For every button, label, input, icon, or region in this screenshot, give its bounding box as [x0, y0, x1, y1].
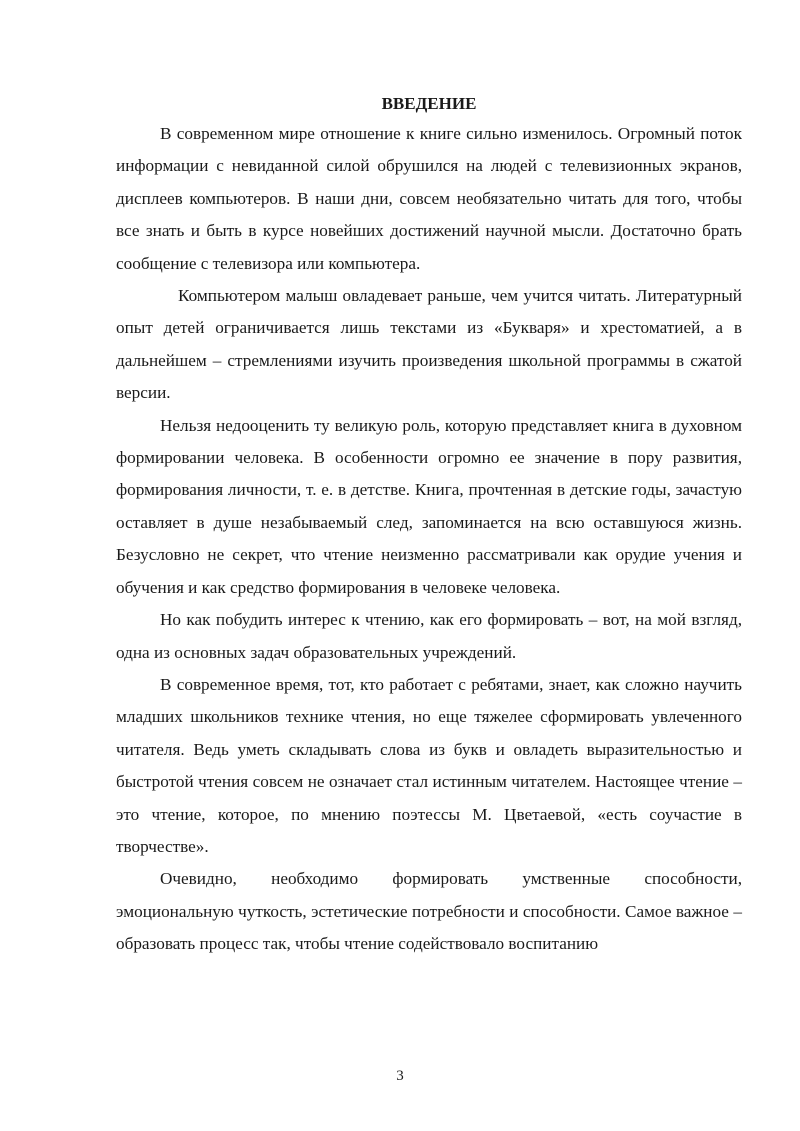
paragraph-4: Но как побудить интерес к чтению, как его формировать – вот, на мой взгляд, одна из основных задач образовательных учреждений. — [116, 610, 742, 662]
paragraph-3: Нельзя недооценить ту великую роль, которую представляет книга в духовном формировании человека. В особенности огромно ее значение в пору развития, формирования личности, т. е. в детстве. Книга, прочтенная в детские годы, зачастую оставляет в душе незабываемый след, запоминается на всю оставшуюся жизнь. Безусловно не секрет, что чтение неизменно рассматривали как орудие учения и обучения и как средство формирования в человеке человека. — [116, 415, 742, 597]
paragraph-2: Компьютером малыш овладевает раньше, чем учится читать. Литературный опыт детей ограничивается лишь текстами из «Букваря» и хрестоматией, а в дальнейшем – стремлениями изучить произведения школьной программы в сжатой версии. — [116, 286, 742, 403]
section-title: ВВЕДЕНИЕ — [381, 94, 477, 113]
page-content — [116, 90, 742, 961]
paragraph-1: В современном мире отношение к книге сильно изменилось. Огромный поток информации с невиданной силой обрушился на людей с телевизионных экранов, дисплеев компьютеров. В наши дни, совсем необязательно читать для того, чтобы все знать и быть в курсе новейших достижений научной мысли. Достаточно брать сообщение с телевизора или компьютера. — [116, 124, 742, 273]
page-number: 3 — [396, 1068, 404, 1084]
paragraph-6: Очевидно, необходимо формировать умственные способности, эмоциональную чуткость, эстетические потребности и способности. Самое важное – образовать процесс так, чтобы чтение содействовало воспитанию — [116, 869, 742, 954]
paragraph-5: В современное время, тот, кто работает с ребятами, знает, как сложно научить младших школьников технике чтения, но еще тяжелее сформировать увлеченного читателя. Ведь уметь складывать слова из букв и овладеть выразительностью и быстротой чтения совсем не означает стал истинным читателем. Настоящее чтение – это чтение, которое, по мнению поэтессы М. Цветаевой, «есть соучастие в творчестве». — [116, 674, 742, 856]
